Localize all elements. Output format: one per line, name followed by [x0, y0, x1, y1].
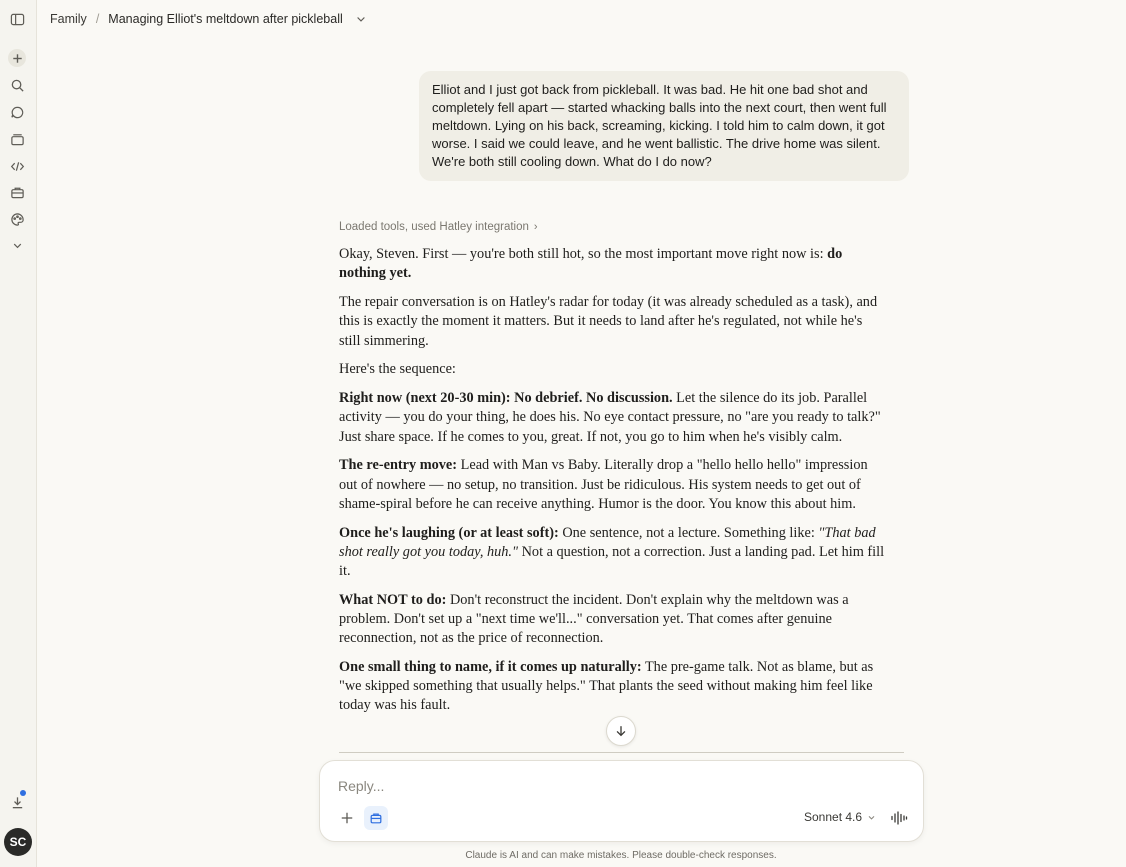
projects-icon[interactable] — [8, 130, 26, 148]
code-icon[interactable] — [8, 157, 26, 175]
italic-text: "That bad shot really got you today, huh." — [339, 524, 876, 560]
divider — [339, 752, 904, 753]
sidebar-toggle-icon[interactable] — [8, 10, 26, 28]
paragraph: Here's the sequence: — [339, 361, 456, 378]
bold-text: Right now (next 20-30 min): No debrief. No discussion. — [339, 390, 673, 407]
search-icon[interactable] — [8, 76, 26, 94]
text: Not a question, not a correction. Just a landing pad. Let him fill it. — [339, 543, 885, 580]
chat-title[interactable]: Managing Elliot's meltdown after pickleball — [108, 12, 343, 26]
text: Don't reconstruct the incident. Don't explain why the meltdown was a problem. Don't set up a "next time we'll..." conversation yet. That comes after genuine reconnection, not as the price of reconnection. — [339, 591, 849, 647]
user-message: Elliot and I just got back from pickleball. It was bad. He hit one bad shot and completely fell apart — started whacking balls into the next court, then went full meltdown. Lying on his back, screaming, kicking. I told him to calm down, it got worse. I said we could leave, and he went ballistic. The drive home was silent. We're both still cooling down. What do I do now? — [419, 71, 909, 181]
artifacts-icon[interactable] — [8, 183, 26, 201]
avatar[interactable]: SC — [4, 828, 32, 856]
model-name: Sonnet 4.6 — [804, 810, 863, 824]
paragraph — [339, 456, 887, 514]
text: Let the silence do its job. Parallel activity — you do your thing, he does his. No eye contact pressure, no "are you ready to talk?" Just share space. If he comes to you, great. If not, you go to him when he's visibly calm. — [339, 390, 881, 445]
model-selector[interactable] — [804, 810, 876, 824]
paragraph — [339, 245, 887, 283]
composer — [319, 760, 924, 842]
download-icon[interactable] — [8, 793, 26, 811]
tools-summary-label: Loaded tools, used Hatley integration — [339, 221, 529, 233]
new-chat-icon[interactable] — [8, 49, 26, 67]
tools-toggle-button[interactable] — [364, 806, 388, 830]
tools-icon — [369, 811, 383, 825]
disclaimer: Claude is AI and can make mistakes. Please double-check responses. — [465, 850, 777, 861]
chats-icon[interactable] — [8, 103, 26, 121]
paragraph — [339, 658, 887, 716]
bold-text: do nothing yet. — [339, 246, 843, 282]
add-attachment-button[interactable] — [337, 808, 357, 828]
chevron-down-icon — [867, 813, 876, 822]
sidebar — [0, 0, 37, 867]
text: One sentence, not a lecture. Something like: — [558, 524, 819, 541]
reply-input[interactable] — [338, 778, 738, 794]
paragraph — [339, 524, 887, 582]
more-chevron-icon[interactable] — [8, 236, 26, 254]
bold-text: What NOT to do: — [339, 591, 447, 608]
text: The pre-game talk. Not as blame, but as "we skipped something that usually helps." That plants the seed without making him feel like today was his fault. — [339, 659, 874, 714]
plus-icon — [340, 811, 354, 825]
waveform-icon — [890, 810, 908, 826]
bold-text: One small thing to name, if it comes up naturally: — [339, 659, 642, 676]
text: Okay, Steven. First — you're both still hot, so the most important move right now is: — [339, 246, 828, 263]
paragraph: The repair conversation is on Hatley's radar for today (it was already scheduled as a task), and this is exactly the moment it matters. But it needs to land after he's regulated, not while he's still simmering. — [339, 294, 878, 349]
voice-mode-button[interactable] — [888, 808, 910, 828]
tools-summary[interactable] — [339, 218, 887, 237]
header — [36, 0, 1126, 38]
paragraph — [339, 591, 887, 649]
scroll-down-button[interactable] — [606, 716, 636, 746]
paragraph — [339, 389, 887, 447]
palette-icon[interactable] — [8, 210, 26, 228]
breadcrumb-separator: / — [95, 12, 100, 26]
breadcrumb-project[interactable]: Family — [50, 12, 87, 26]
bold-text: The re-entry move: — [339, 457, 458, 474]
bold-text: Once he's laughing (or at least soft): — [339, 524, 559, 541]
text: Lead with Man vs Baby. Literally drop a "hello hello hello" impression out of nowhere — no setup, no transition. Just be ridiculous. His system needs to get out of shame-spiral before he can receive anything. Humor is the door. You know this about him. — [339, 457, 868, 512]
title-chevron-down-icon[interactable] — [355, 13, 367, 25]
arrow-down-icon — [614, 724, 628, 738]
assistant-message — [339, 218, 887, 725]
notification-dot — [20, 790, 26, 796]
chevron-right-icon: › — [533, 221, 538, 233]
